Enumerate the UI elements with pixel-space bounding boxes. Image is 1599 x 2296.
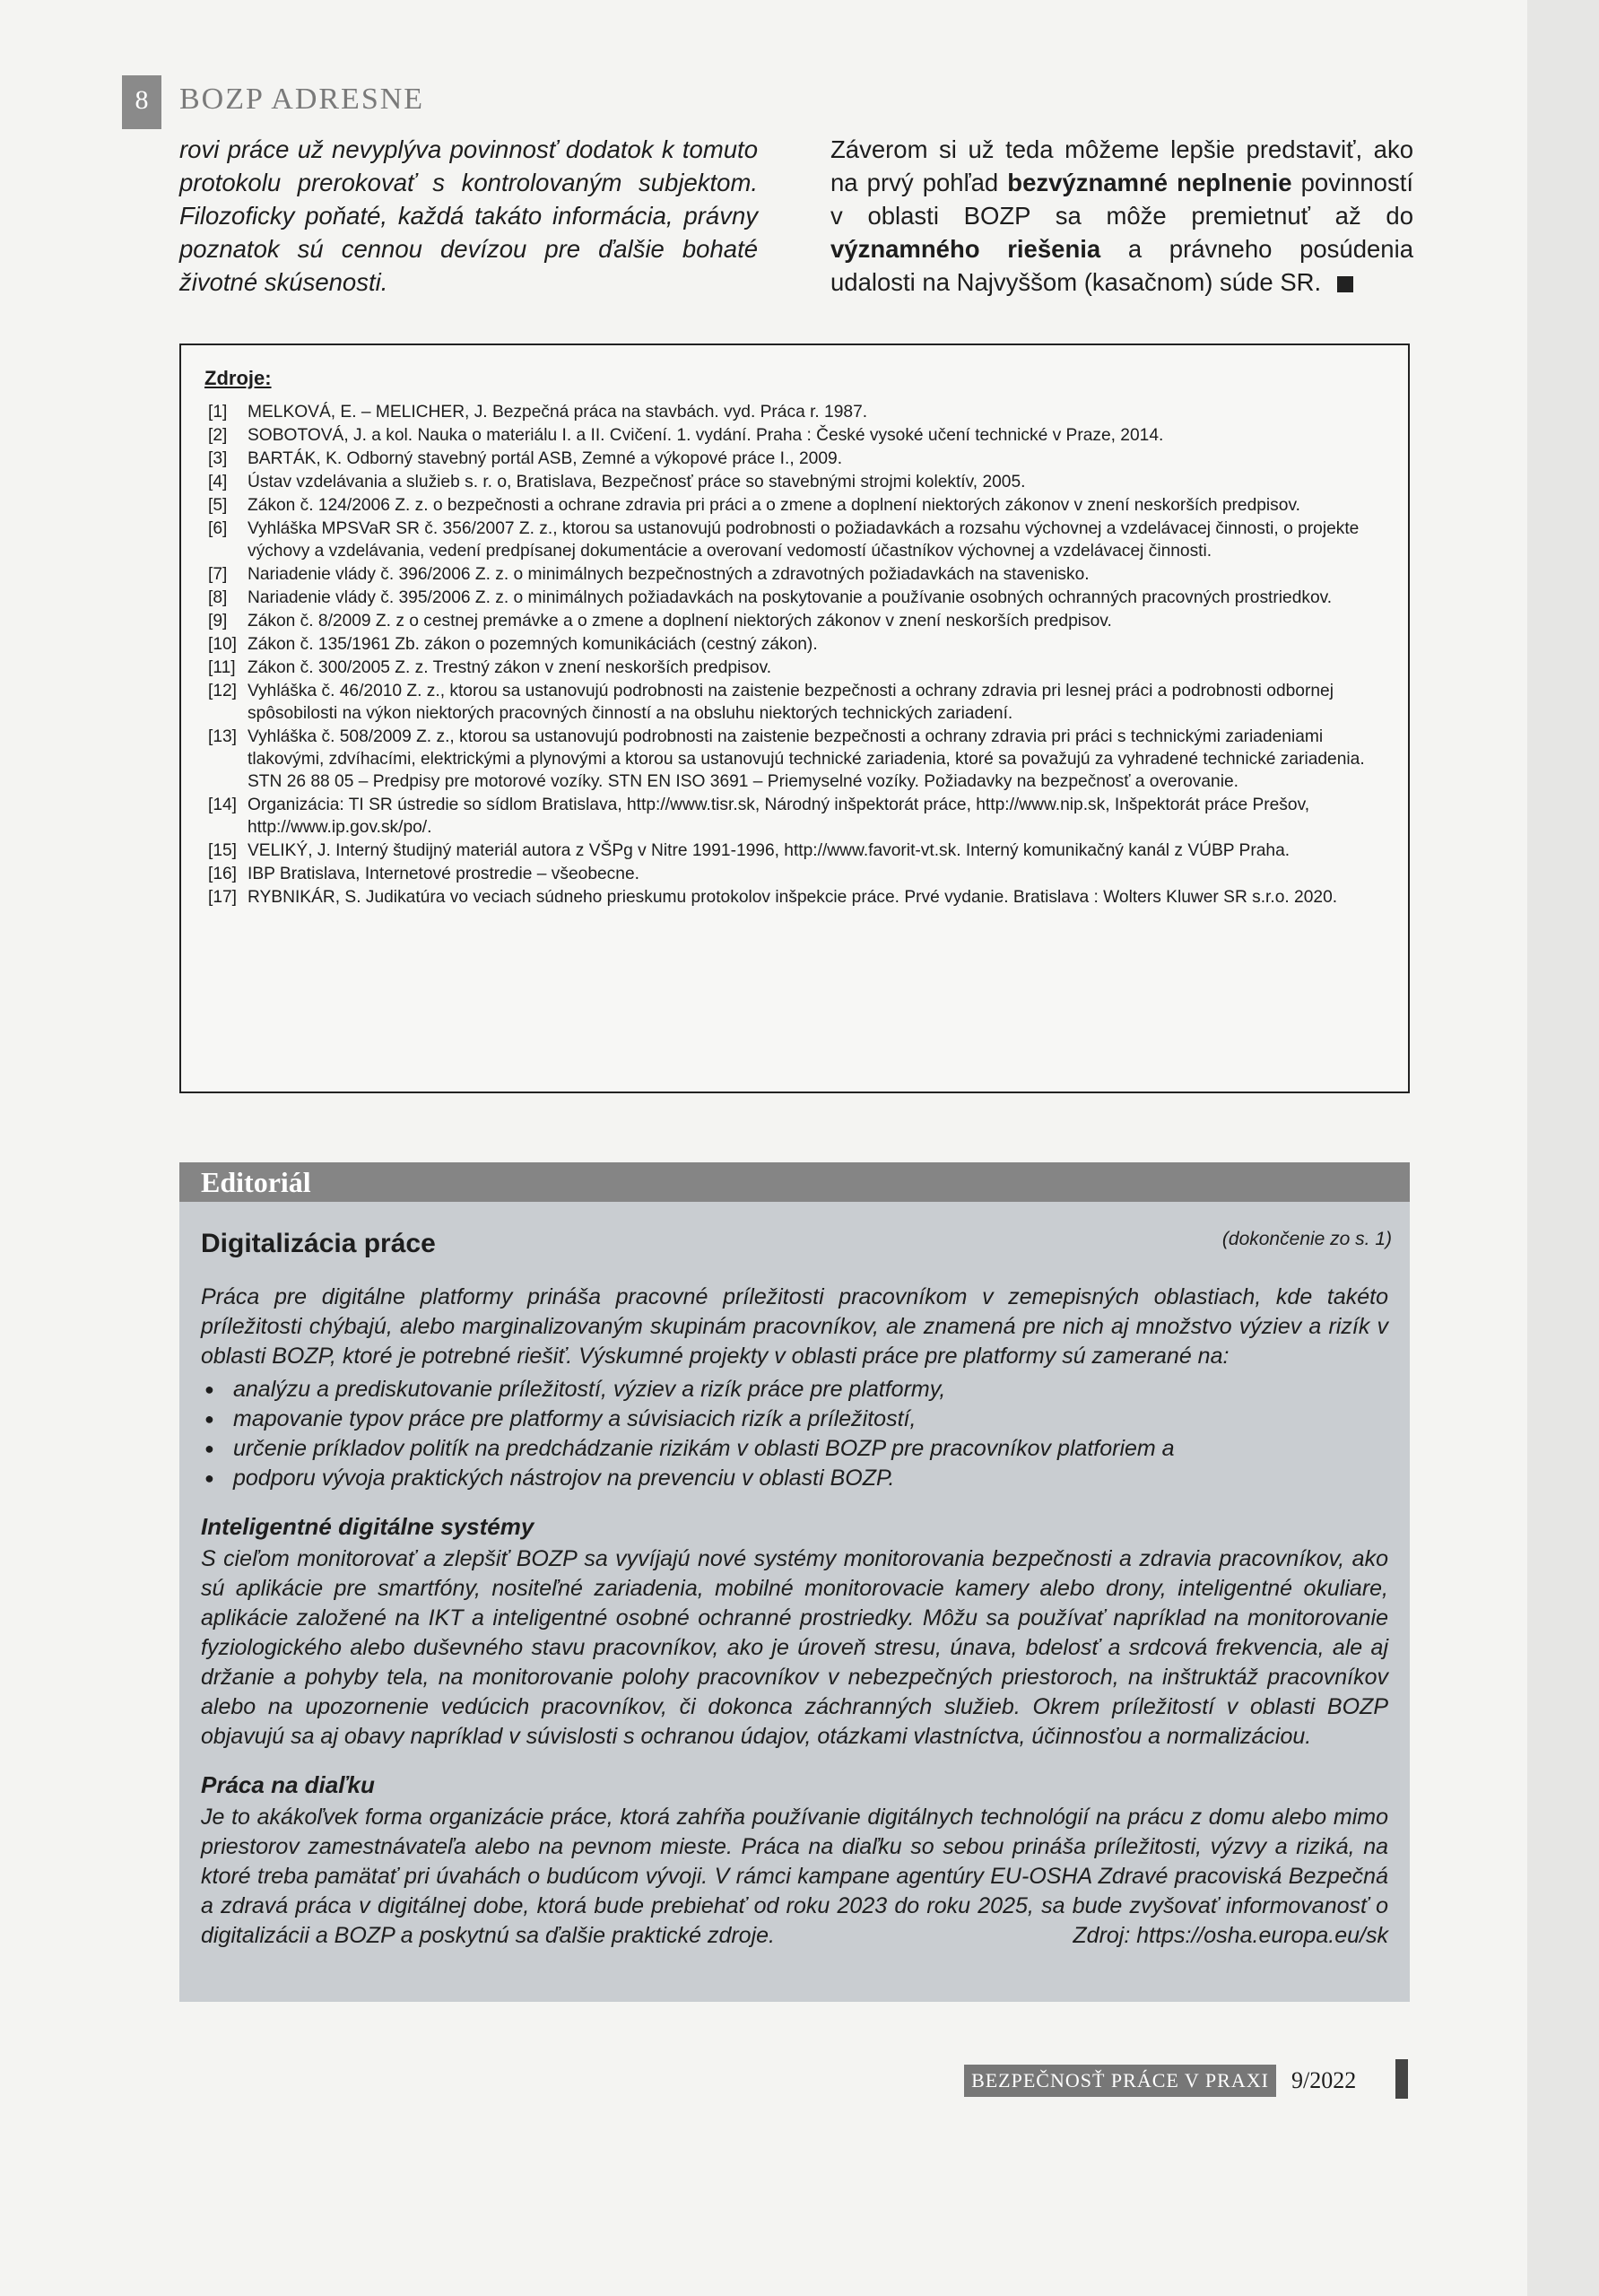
footer-magazine-title: BEZPEČNOSŤ PRÁCE V PRAXI (964, 2065, 1276, 2097)
source-text: IBP Bratislava, Internetové prostredie – všeobecne. (248, 865, 639, 883)
source-number: [15] (208, 841, 238, 860)
right-text-3: a právneho posúdenia udalosti na Najvyššom (kasačnom) súde SR. (830, 235, 1414, 296)
source-item (208, 424, 1392, 447)
source-number: [13] (208, 727, 238, 746)
source-text: RYBNIKÁR, S. Judikatúra vo veciach súdneho prieskumu protokolov inšpekcie práce. Prvé vydanie. Bratislava : Wolters Kluwer SR s.r.o. 2020. (248, 888, 1338, 907)
source-text: VELIKÝ, J. Interný študijný materiál autora z VŠPg v Nitre 1991-1996, http://www.favorit-vt.sk. Interný komunikačný kanál z VÚBP Praha. (248, 841, 1290, 860)
page-number-badge: 8 (122, 75, 161, 129)
source-item (208, 494, 1392, 517)
editorial-paragraph-2-text: Je to akákoľvek forma organizácie práce, ktorá zahŕňa používanie digitálnych technológií na prácu z domu alebo mimo priestorov zamestnávateľa alebo na pevnom mieste. Práca na diaľku so sebou prináša príležitosti, výzvy a riziká, na ktoré treba pamätať pri úvahách o budúcom vývoji. V rámci kampane agentúry EU-OSHA Zdravé pracoviská Bezpečná a zdravá práca v digitálnej dobe, ktorá bude prebiehať od roku 2023 do roku 2025, sa bude zvyšovať informovanosť o digitalizácii a BOZP a poskytnú sa ďalšie praktické zdroje. (201, 1805, 1388, 1948)
source-item (208, 563, 1392, 586)
source-text: Zákon č. 135/1961 Zb. zákon o pozemných komunikáciách (cestný zákon). (248, 635, 818, 654)
end-of-article-mark (1337, 276, 1353, 292)
source-item (208, 517, 1392, 562)
source-text: SOBOTOVÁ, J. a kol. Nauka o materiálu I. a II. Cvičení. 1. vydání. Praha : České vysoké učení technické v Praze, 2014. (248, 426, 1164, 445)
editorial-box (179, 1202, 1410, 2002)
editorial-paragraph-2 (201, 1803, 1388, 1951)
source-number: [17] (208, 888, 238, 907)
editorial-paragraph-1: S cieľom monitorovať a zlepšiť BOZP sa vyvíjajú nové systémy monitorovania bezpečnosti a zdravia pracovníkov, ako sú aplikácie pre smartfóny, nositeľné zariadenia, mobilné monitorovacie kamery alebo drony, inteligentné okuliare, aplikácie založené na IKT a inteligentné osobné ochranné prostriedky. Môžu sa používať napríklad na monitorovanie fyziologického alebo duševného stavu pracovníkov, ako je úroveň stresu, únava, bdelosť a srdcová frekvencia, ale aj držanie a pohyby tela, na monitorovanie polohy pracovníkov v nebezpečných priestoroch, na inštruktáž pracovníkov alebo na upozornenie vedúcich pracovníkov, či dokonca záchranných služieb. Okrem príležitostí v oblasti BOZP objavujú sa aj obavy napríklad v súvislosti s ochranou údajov, otázkami vlastníctva, účinnosťou a normalizáciou. (201, 1546, 1388, 1749)
source-item (208, 587, 1392, 609)
source-item (208, 680, 1392, 725)
source-text: Nariadenie vlády č. 396/2006 Z. z. o minimálnych bezpečnostných a zdravotných požiadavkách na stavenisko. (248, 565, 1090, 584)
footer-issue: 9/2022 (1291, 2067, 1357, 2093)
source-text: BARTÁK, K. Odborný stavebný portál ASB, Zemné a výkopové práce I., 2009. (248, 449, 843, 468)
bullet-item: ● podporu vývoja praktických nástrojov na prevenciu v oblasti BOZP. (201, 1464, 1388, 1493)
source-number: [9] (208, 612, 228, 631)
source-item (208, 863, 1392, 885)
source-text: MELKOVÁ, E. – MELICHER, J. Bezpečná práca na stavbách. vyd. Práca r. 1987. (248, 403, 868, 422)
editorial-continuation: (dokončenie zo s. 1) (1221, 1229, 1392, 1249)
source-text: Vyhláška MPSVaR SR č. 356/2007 Z. z., ktorou sa ustanovujú podrobnosti o požiadavkách a rozsahu výchovnej a vzdelávacej činnosti, o projekte výchovy a vzdelávania, vedení predpísanej dokumentácie a overovaní vedomostí účastníkov výchovnej a vzdelávacej činnosti. (248, 519, 1360, 561)
source-item (208, 657, 1392, 679)
left-column-text: rovi práce už nevyplýva povinnosť dodatok k tomuto protokolu prerokovať s kontrolovaným subjektom. Filozoficky poňaté, každá takáto informácia, právny poznatok sú cennou devízou pre ďalšie bohaté životné skúsenosti. (179, 135, 758, 296)
footer-bar (1395, 2059, 1408, 2099)
editorial-subheading-2: Práca na diaľku (201, 1771, 375, 1798)
right-text-2: povinností v oblasti BOZP sa môže premietnuť až do (830, 169, 1413, 230)
right-column-text (830, 133, 1413, 299)
page-edge (1527, 0, 1599, 2296)
sources-list (208, 401, 1392, 909)
source-number: [5] (208, 496, 228, 515)
source-text: Zákon č. 8/2009 Z. z o cestnej premávke a o zmene a doplnení niektorých zákonov v znení neskorších predpisov. (248, 612, 1112, 631)
source-number: [1] (208, 403, 228, 422)
editorial-source: Zdroj: https://osha.europa.eu/sk (1073, 1923, 1388, 1948)
section-title: BOZP ADRESNE (179, 83, 425, 116)
editorial-label: Editoriál (179, 1162, 1410, 1202)
editorial-bullets (201, 1375, 1388, 1493)
right-bold-2: významného riešenia (830, 235, 1101, 263)
source-number: [4] (208, 473, 228, 491)
editorial-subheading-1: Inteligentné digitálne systémy (201, 1513, 534, 1540)
source-number: [10] (208, 635, 238, 654)
source-number: [2] (208, 426, 228, 445)
source-text: Vyhláška č. 508/2009 Z. z., ktorou sa ustanovujú podrobnosti na zaistenie bezpečnosti a ochrany zdravia pri práci s technickými zariadeniami tlakovými, zdvíhacími, elektrickými a plynovými a ktorou sa ustanovujú technické zariadenia, ktoré sa považujú za vyhradené technické zariadenia. STN 26 88 05 – Predpisy pre motorové vozíky. STN EN ISO 3691 – Priemyselné vozíky. Požiadavky na bezpečnosť a overovanie. (248, 727, 1365, 791)
source-text: Zákon č. 124/2006 Z. z. o bezpečnosti a ochrane zdravia pri práci a o zmene a doplnení niektorých zákonov v znení neskorších predpisov. (248, 496, 1300, 515)
source-number: [16] (208, 865, 238, 883)
source-number: [6] (208, 519, 228, 538)
editorial-title: Digitalizácia práce (201, 1229, 436, 1258)
source-number: [11] (208, 658, 236, 677)
bullet-item: ● analýzu a prediskutovanie príležitostí, výziev a rizík práce pre platformy, (201, 1375, 1388, 1405)
source-item (208, 886, 1392, 909)
source-item (208, 448, 1392, 470)
source-text: Vyhláška č. 46/2010 Z. z., ktorou sa ustanovujú podrobnosti na zaistenie bezpečnosti a ochrany zdravia pri lesnej práci a podrobnosti odbornej spôsobilosti na výkon niektorých pracovných činností a na obsluhu niektorých technických zariadení. (248, 682, 1334, 723)
source-text: Ústav vzdelávania a služieb s. r. o, Bratislava, Bezpečnosť práce so stavebnými strojmi kolektív, 2005. (248, 473, 1026, 491)
right-bold-1: bezvýznamné neplnenie (1007, 169, 1292, 196)
source-number: [12] (208, 682, 238, 700)
source-number: [3] (208, 449, 228, 468)
source-item (208, 610, 1392, 632)
source-item (208, 726, 1392, 793)
source-text: Nariadenie vlády č. 395/2006 Z. z. o minimálnych požiadavkách na poskytovanie a používanie osobných ochranných pracovných prostriedkov. (248, 588, 1333, 607)
bullet-item: ● mapovanie typov práce pre platformy a súvisiacich rizík a príležitostí, (201, 1405, 1388, 1434)
source-item (208, 839, 1392, 862)
source-number: [7] (208, 565, 228, 584)
bullet-item: ● určenie príkladov politík na predchádzanie rizikám v oblasti BOZP pre pracovníkov platforiem a (201, 1434, 1388, 1464)
right-text-1: Záverom si už teda môžeme lepšie predstaviť, ako na prvý pohľad (830, 135, 1413, 196)
sources-box (179, 344, 1410, 1093)
source-item (208, 794, 1392, 839)
editorial-intro: Práca pre digitálne platformy prináša pracovné príležitosti pracovníkom v zemepisných oblastiach, kde takéto príležitosti chýbajú, alebo marginalizovaným skupinám pracovníkov, ale znamená pre nich aj množstvo výziev a rizík v oblasti BOZP, ktoré je potrebné riešiť. Výskumné projekty v oblasti práce pre platformy sú zamerané na: (201, 1284, 1388, 1369)
sources-title: Zdroje: (204, 367, 272, 389)
source-text: Zákon č. 300/2005 Z. z. Trestný zákon v znení neskorších predpisov. (248, 658, 772, 677)
source-number: [8] (208, 588, 228, 607)
source-number: [14] (208, 796, 238, 814)
source-item (208, 401, 1392, 423)
source-item (208, 633, 1392, 656)
source-item (208, 471, 1392, 493)
source-text: Organizácia: TI SR ústredie so sídlom Bratislava, http://www.tisr.sk, Národný inšpektorát práce, http://www.nip.sk, Inšpektorát práce Prešov, http://www.ip.gov.sk/po/. (248, 796, 1310, 837)
